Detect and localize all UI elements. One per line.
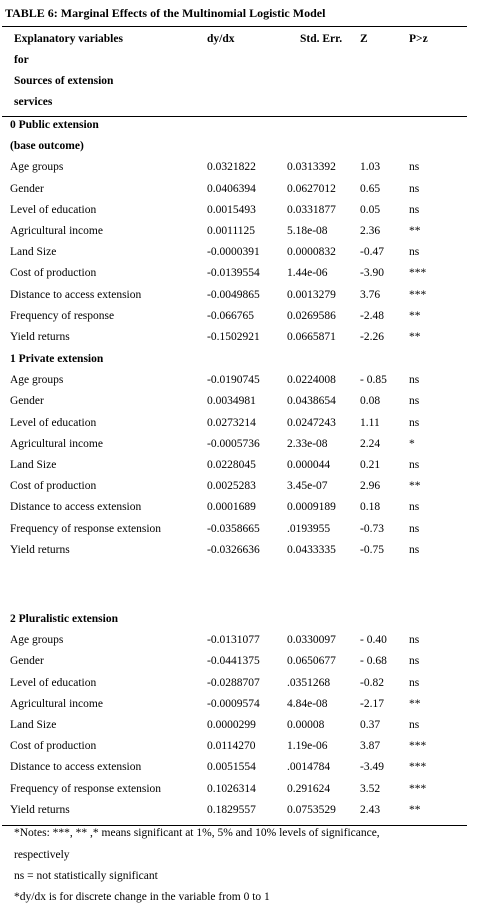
cell-variable: Frequency of response extension [10,522,162,535]
cell-z: 0.37 [360,719,381,731]
cell-variable: Agricultural income [10,437,103,450]
cell-z: 0.05 [360,203,381,216]
cell-std-err: 0.0247243 [287,416,336,429]
cell-std-err: 4.84e-08 [287,697,328,710]
cell-std-err: .0014784 [287,761,331,774]
cell-p: *** [409,267,427,280]
cell-dydx: -0.0009574 [207,697,260,710]
cell-p: ** [409,803,421,816]
cell-dydx: -0.1502921 [207,331,260,343]
cell-p: ns [409,459,420,471]
header-dydx: dy/dx [207,33,235,45]
cell-std-err: 0.0753529 [287,803,336,816]
cell-z: -2.17 [360,697,384,710]
cell-p: *** [409,761,427,774]
cell-z: 0.65 [360,182,381,195]
cell-dydx: -0.0131077 [207,634,260,647]
cell-std-err: 0.0330097 [287,634,336,647]
cell-dydx: 0.0000299 [207,719,256,731]
cell-p: * [409,437,415,450]
cell-variable: Distance to access extension [10,761,142,774]
cell-p: ** [409,309,421,322]
cell-variable: Distance to access extension [10,288,142,301]
cell-dydx: -0.0326636 [207,543,260,556]
header-variables-line-2: for [14,54,29,66]
cell-variable: Yield returns [10,543,70,556]
cell-z: 0.18 [360,501,381,514]
cell-p: ns [409,543,420,556]
cell-variable: Cost of production [10,480,97,493]
header-variables-line-4: services [14,96,53,108]
cell-variable: Level of education [10,203,97,216]
cell-dydx: -0.0139554 [207,267,260,280]
cell-variable: Agricultural income [10,225,103,237]
cell-z: -0.82 [360,676,384,689]
cell-variable: Gender [10,182,44,195]
table-title: TABLE 6: Marginal Effects of the Multinomial Logistic Model [5,6,326,20]
cell-dydx: -0.0358665 [207,522,260,535]
header-variables-line-3: Sources of extension [14,75,114,87]
cell-p: ns [409,501,420,514]
cell-p: ns [409,676,420,689]
section-public-extension-title: (base outcome) [10,140,84,153]
cell-p: ** [409,331,421,343]
cell-z: 3.87 [360,740,381,753]
cell-p: ns [409,522,420,535]
cell-std-err: 3.45e-07 [287,480,328,493]
cell-dydx: 0.0228045 [207,459,256,471]
cell-std-err: 0.0000832 [287,246,336,259]
cell-z: 0.21 [360,459,381,471]
cell-std-err: 2.33e-08 [287,437,328,450]
cell-variable: Land Size [10,459,57,471]
section-private-extension-title: 1 Private extension [10,353,104,365]
section-public-extension-title: 0 Public extension [10,119,99,131]
cell-p: ns [409,182,420,195]
cell-p: ns [409,246,420,259]
cell-p: ns [409,203,420,216]
cell-std-err: 0.0438654 [287,395,336,408]
cell-dydx: -0.0005736 [207,437,260,450]
cell-std-err: 0.00008 [287,719,325,731]
cell-dydx: 0.0034981 [207,395,256,408]
cell-p: ns [409,395,420,408]
cell-variable: Yield returns [10,803,70,816]
cell-z: - 0.40 [360,634,387,647]
cell-z: -2.48 [360,309,384,322]
cell-dydx: -0.0288707 [207,676,260,689]
header-z: Z [360,33,368,45]
cell-p: ns [409,374,420,387]
cell-p: *** [409,740,427,753]
cell-p: ns [409,416,420,429]
cell-z: -0.75 [360,543,384,556]
cell-z: -2.26 [360,331,384,343]
cell-z: -3.90 [360,267,384,280]
note-line-2: respectively [14,849,70,861]
cell-dydx: -0.0190745 [207,374,260,387]
cell-variable: Gender [10,655,44,668]
cell-z: 2.96 [360,480,381,493]
cell-variable: Gender [10,395,44,408]
cell-std-err: .0351268 [287,676,331,689]
cell-p: ns [409,161,420,174]
cell-dydx: 0.0114270 [207,740,256,753]
cell-variable: Level of education [10,676,97,689]
cell-variable: Age groups [10,374,64,387]
cell-std-err: 0.0009189 [287,501,336,514]
cell-std-err: 0.0433335 [287,543,336,556]
cell-dydx: 0.0051554 [207,761,256,774]
cell-dydx: 0.0273214 [207,416,256,429]
note-line-1: *Notes: ***, ** ,* means significant at 1%, 5% and 10% levels of significance, [14,827,380,839]
cell-p: ** [409,225,421,237]
cell-z: - 0.68 [360,655,387,668]
header-rule [2,116,467,117]
cell-std-err: 0.0665871 [287,331,336,343]
cell-z: 3.76 [360,288,381,301]
cell-std-err: 0.0269586 [287,309,336,322]
cell-p: *** [409,288,427,301]
cell-std-err: 0.0627012 [287,182,336,195]
cell-variable: Cost of production [10,740,97,753]
cell-z: -0.73 [360,522,384,535]
cell-variable: Distance to access extension [10,501,142,514]
cell-dydx: 0.0015493 [207,203,256,216]
cell-z: - 0.85 [360,374,387,387]
cell-dydx: 0.1829557 [207,803,256,816]
cell-dydx: -0.066765 [207,309,254,322]
cell-std-err: 1.44e-06 [287,267,328,280]
cell-dydx: 0.0406394 [207,182,256,195]
cell-dydx: -0.0441375 [207,655,260,668]
section-pluralistic-extension-title: 2 Pluralistic extension [10,613,118,625]
cell-std-err: 1.19e-06 [287,740,328,753]
cell-p: ns [409,655,420,668]
cell-variable: Agricultural income [10,697,103,710]
cell-dydx: -0.0049865 [207,288,260,301]
cell-variable: Land Size [10,719,57,731]
top-rule [2,26,467,27]
cell-p: ** [409,480,421,493]
cell-dydx: 0.0011125 [207,225,256,237]
header-std-err: Std. Err. [300,33,343,45]
cell-std-err: 0.291624 [287,782,331,795]
cell-variable: Cost of production [10,267,97,280]
cell-z: -0.47 [360,246,384,259]
cell-std-err: 0.0013279 [287,288,336,301]
cell-z: 2.36 [360,225,381,237]
cell-z: 1.03 [360,161,381,174]
cell-std-err: 5.18e-08 [287,225,328,237]
cell-std-err: 0.0224008 [287,374,336,387]
cell-std-err: 0.0331877 [287,203,336,216]
cell-variable: Frequency of response extension [10,782,162,795]
header-variables-line-1: Explanatory variables [14,33,123,45]
cell-std-err: .0193955 [287,522,331,535]
cell-z: 3.52 [360,782,381,795]
cell-p: ns [409,719,420,731]
cell-p: ns [409,634,420,647]
cell-dydx: 0.0025283 [207,480,256,493]
cell-std-err: 0.000044 [287,459,331,471]
cell-z: 2.43 [360,803,381,816]
note-line-4: *dy/dx is for discrete change in the variable from 0 to 1 [14,891,270,903]
cell-dydx: 0.0001689 [207,501,256,514]
cell-dydx: 0.0321822 [207,161,256,174]
note-line-3: ns = not statistically significant [14,870,158,882]
cell-variable: Land Size [10,246,57,259]
cell-z: 0.08 [360,395,381,408]
cell-variable: Age groups [10,634,64,647]
cell-variable: Level of education [10,416,97,429]
cell-std-err: 0.0650677 [287,655,336,668]
cell-z: 1.11 [360,416,380,429]
cell-p: ** [409,697,421,710]
cell-p: *** [409,782,427,795]
cell-dydx: -0.0000391 [207,246,260,259]
cell-variable: Yield returns [10,331,70,343]
cell-variable: Age groups [10,161,64,174]
cell-z: 2.24 [360,437,381,450]
cell-z: -3.49 [360,761,384,774]
cell-variable: Frequency of response [10,309,115,322]
header-p: P>z [409,33,428,45]
cell-std-err: 0.0313392 [287,161,336,174]
cell-dydx: 0.1026314 [207,782,256,795]
